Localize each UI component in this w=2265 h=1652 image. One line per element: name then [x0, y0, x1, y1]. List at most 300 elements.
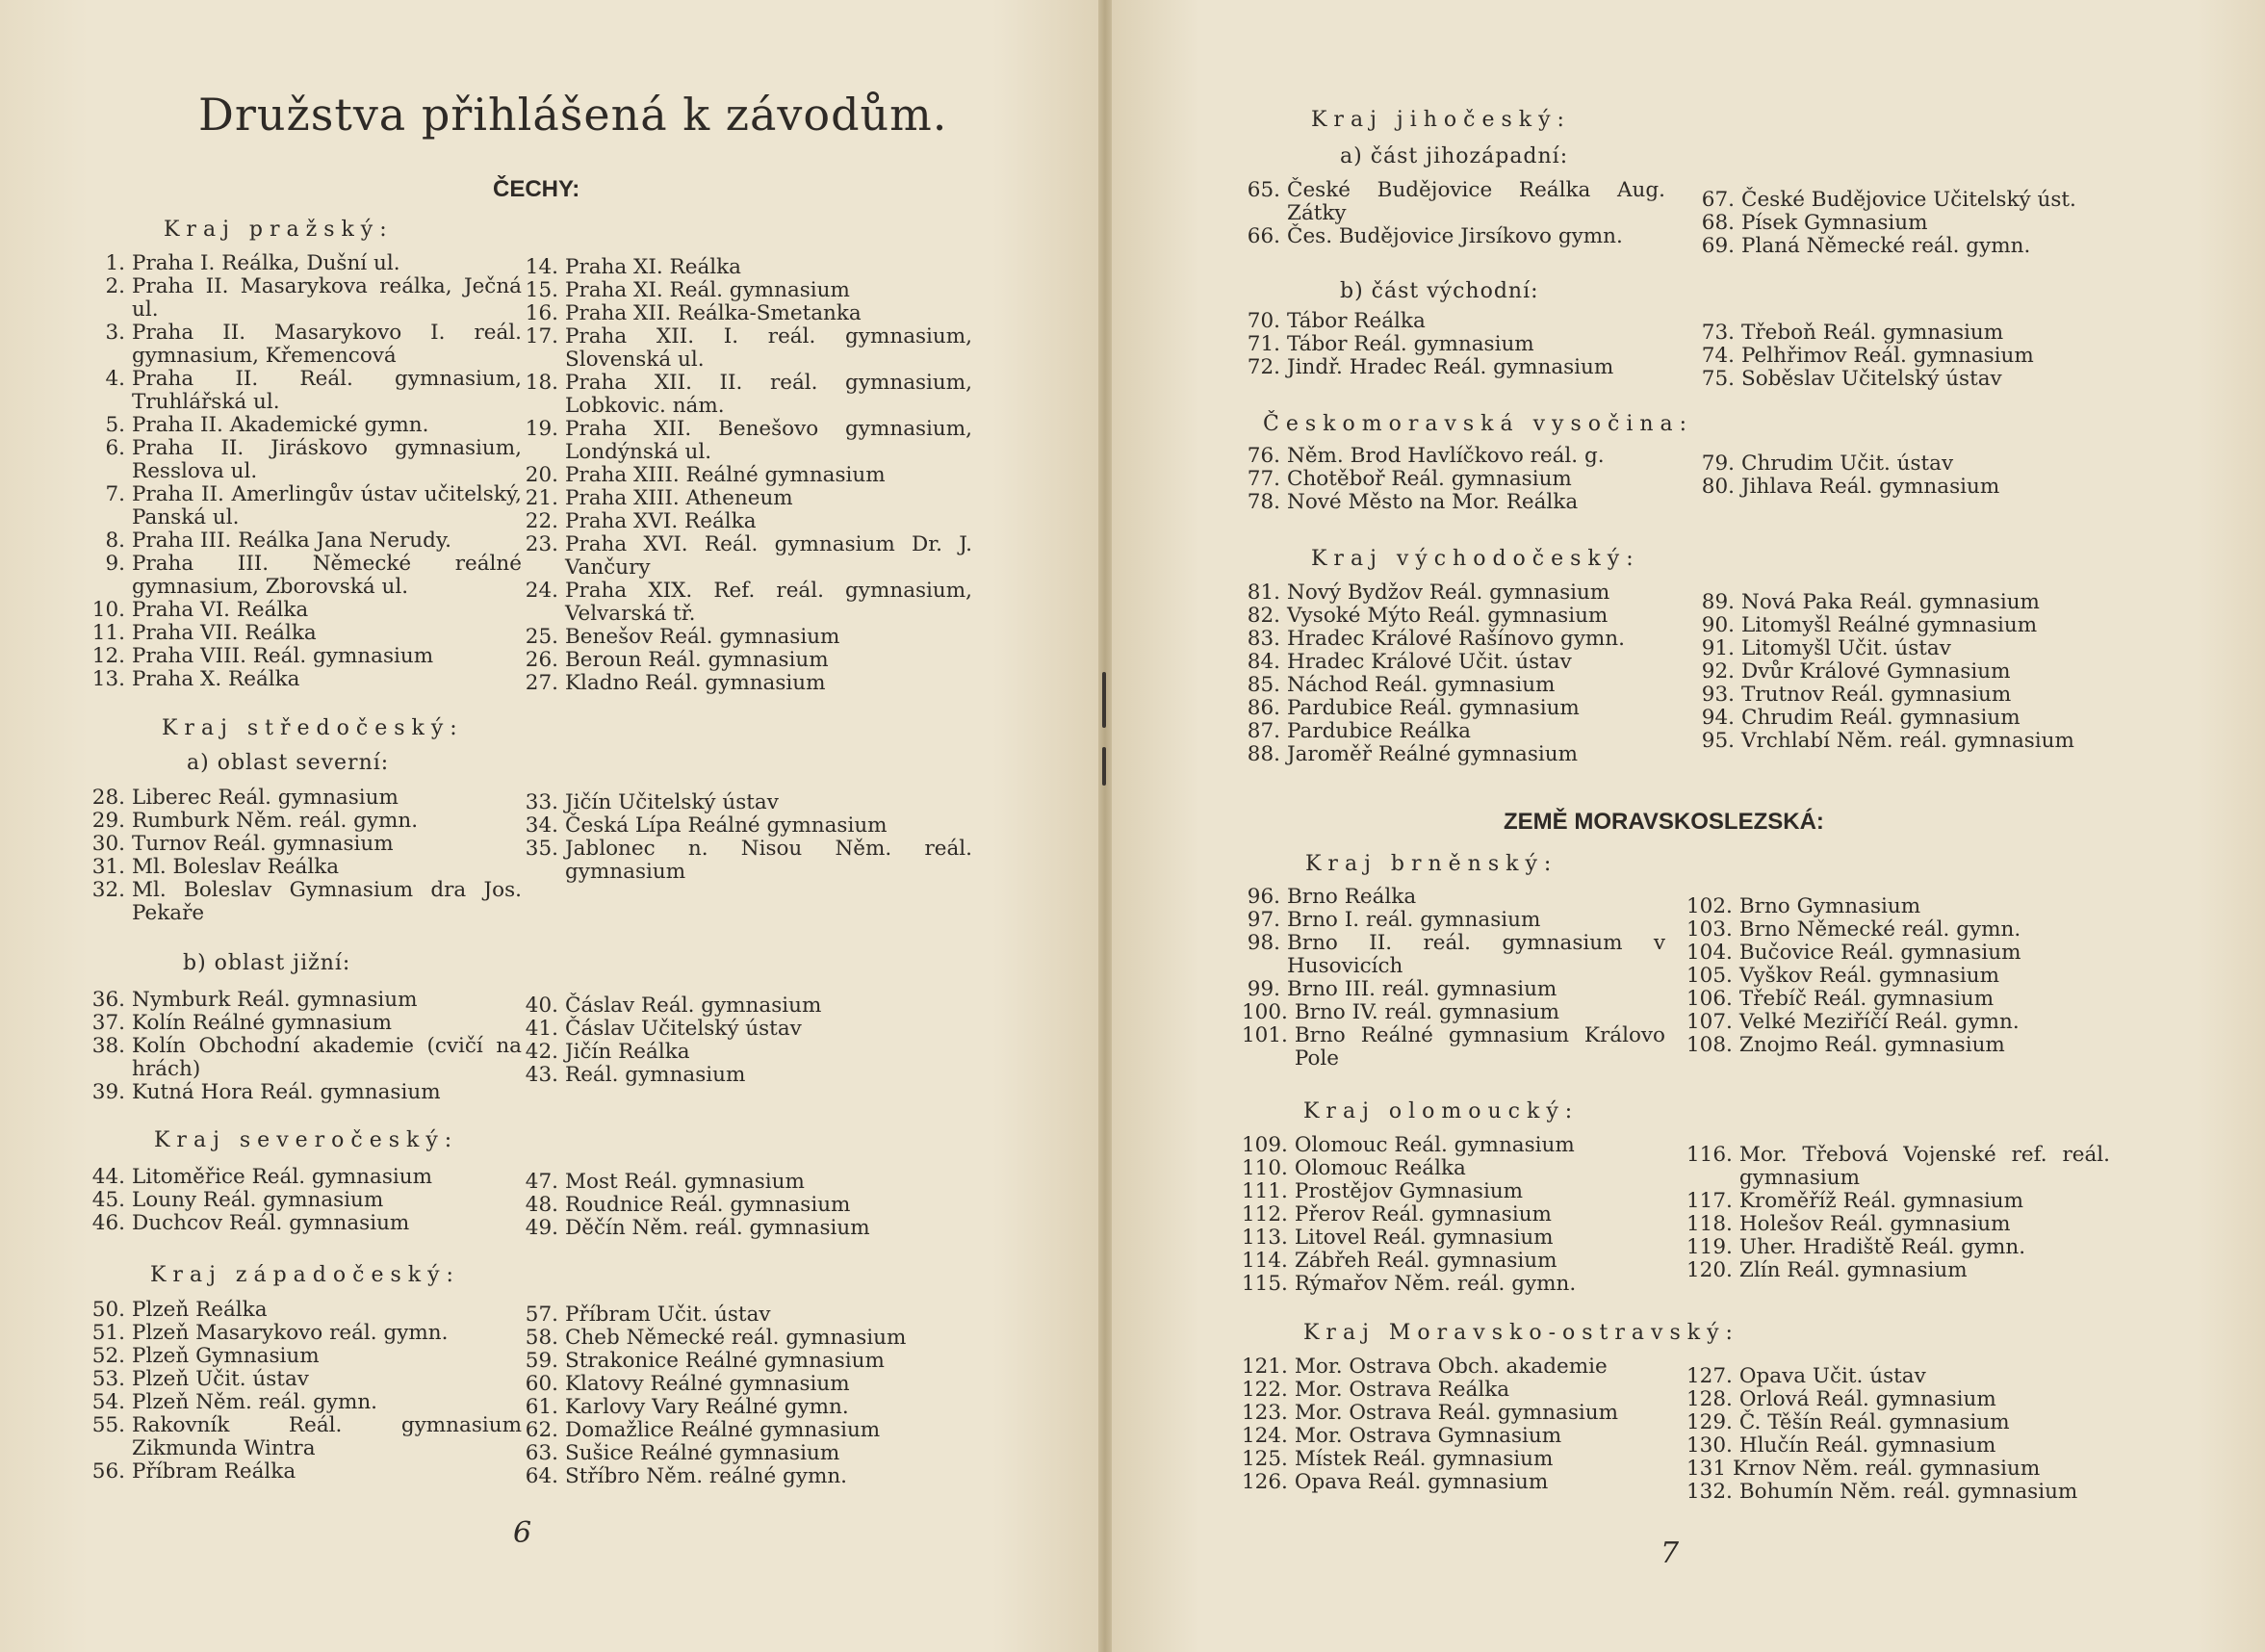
item-school: Ml. Boleslav Gymnasium dra Jos. Pekaře [132, 878, 522, 925]
item-number: 106. [1686, 987, 1733, 1011]
list-item [520, 418, 972, 464]
list-item [520, 1018, 972, 1041]
staple-bottom [1102, 747, 1106, 786]
list-item [520, 626, 972, 649]
item-number: 11. [91, 621, 125, 645]
list-item [1242, 628, 1665, 651]
list-item [1686, 1236, 2110, 1259]
list-item [1242, 581, 1665, 605]
item-school: Místek Reál. gymnasium [1294, 1447, 1554, 1471]
item-number: 38. [91, 1034, 125, 1058]
list-item [1242, 909, 1665, 932]
list-item [1242, 978, 1665, 1001]
list-item [1242, 886, 1665, 909]
list-stredocesky-a-col2 [520, 791, 972, 884]
item-number: 51. [91, 1321, 125, 1345]
list-item [87, 414, 522, 437]
item-school: Domažlice Reálné gymnasium [565, 1418, 881, 1442]
list-item [1242, 310, 1665, 333]
item-number: 34. [525, 813, 558, 838]
item-number: 127. [1686, 1364, 1733, 1388]
item-number: 91. [1701, 636, 1735, 660]
item-number: 58. [525, 1326, 558, 1350]
item-number: 75. [1701, 367, 1735, 391]
item-number: 88. [1247, 742, 1280, 766]
item-school: Chrudim Učit. ústav [1741, 452, 1954, 476]
item-school: Znojmo Reál. gymnasium [1738, 1033, 2005, 1057]
list-item [1686, 895, 2110, 918]
list-item [87, 1212, 522, 1235]
item-number: 103. [1686, 917, 1733, 942]
item-school: Praha XII. Benešovo gymnasium, Londýnská ul. [565, 417, 972, 464]
item-number: 46. [91, 1211, 125, 1235]
item-school: Jičín Reálka [565, 1040, 690, 1064]
subregion-label-jihozapadni: a) část jihozápadní: [1340, 144, 1569, 168]
subregion-label-vychodni: b) část východní: [1340, 279, 1539, 303]
item-number: 100. [1242, 1000, 1288, 1024]
item-school: Česká Lípa Reálné gymnasium [565, 813, 888, 838]
item-school: Příbram Reálka [132, 1459, 296, 1484]
item-school: Litomyšl Učit. ústav [1741, 636, 1951, 660]
item-number: 80. [1701, 475, 1735, 499]
item-school: Praha XIII. Atheneum [565, 486, 793, 510]
item-number: 123. [1242, 1401, 1288, 1425]
list-olomoucky-col1 [1242, 1134, 1665, 1296]
item-school: Olomouc Reál. gymnasium [1294, 1133, 1575, 1157]
item-number: 87. [1247, 719, 1280, 743]
list-item [520, 672, 972, 695]
list-olomoucky-col2 [1686, 1144, 2110, 1282]
item-number: 60. [525, 1372, 558, 1396]
item-school: Plzeň Učit. ústav [132, 1367, 309, 1391]
list-item [520, 372, 972, 418]
item-school: Liberec Reál. gymnasium [132, 786, 399, 810]
list-item [1242, 697, 1665, 720]
list-jihocesky-b-col1 [1242, 310, 1665, 379]
item-school: Kolín Obchodní akademie (cvičí na hrách) [132, 1034, 522, 1081]
item-school: Čes. Budějovice Jirsíkovo gymn. [1287, 224, 1623, 248]
list-zapadocesky-col1 [87, 1299, 522, 1484]
item-number: 2. [105, 274, 125, 298]
item-school: Uher. Hradiště Reál. gymn. [1738, 1235, 2026, 1259]
item-school: Praha VIII. Reál. gymnasium [132, 644, 434, 668]
item-school: Praha I. Reálka, Dušní ul. [132, 251, 400, 275]
item-number: 39. [91, 1080, 125, 1104]
list-item [87, 856, 522, 879]
list-item [1696, 730, 2120, 753]
list-item [87, 1166, 522, 1189]
item-number: 83. [1247, 627, 1280, 651]
list-item [87, 1012, 522, 1035]
item-school: Pardubice Reálka [1287, 719, 1471, 743]
list-item [87, 1189, 522, 1212]
item-school: Zlín Reál. gymnasium [1738, 1258, 1968, 1282]
item-school: Brno IV. reál. gymnasium [1294, 1000, 1559, 1024]
list-item [1696, 189, 2120, 212]
list-item [87, 1368, 522, 1391]
item-school: Tábor Reál. gymnasium [1287, 332, 1534, 356]
item-school: Holešov Reál. gymnasium [1738, 1212, 2011, 1236]
list-zapadocesky-col2 [520, 1304, 972, 1488]
list-item [520, 1373, 972, 1396]
item-number: 9. [105, 552, 125, 576]
item-school: Jindř. Hradec Reál. gymnasium [1287, 355, 1614, 379]
item-school: Č. Těšín Reál. gymnasium [1738, 1410, 2010, 1434]
item-number: 50. [91, 1298, 125, 1322]
item-school: Mor. Ostrava Gymnasium [1294, 1424, 1562, 1448]
item-school: Mor. Ostrava Obch. akademie [1294, 1355, 1608, 1379]
item-number: 19. [525, 417, 558, 441]
item-school: Chrudim Reál. gymnasium [1741, 706, 2020, 730]
list-item [1242, 1471, 1665, 1494]
list-jihocesky-a-col1 [1242, 179, 1665, 248]
item-school: Hradec Králové Rašínovo gymn. [1287, 627, 1625, 651]
item-number: 67. [1701, 188, 1735, 212]
item-number: 125. [1242, 1447, 1288, 1471]
item-number: 124. [1242, 1424, 1288, 1448]
region-heading-vychodocesky: Kraj východočeský: [1311, 547, 1640, 571]
item-number: 65. [1247, 178, 1280, 202]
item-number: 119. [1686, 1235, 1733, 1259]
item-school: Praha XII. Reálka-Smetanka [565, 301, 862, 325]
list-item [1242, 445, 1665, 468]
list-item [1242, 1425, 1665, 1448]
item-number: 112. [1242, 1202, 1288, 1226]
item-number: 15. [525, 278, 558, 302]
item-school: Plzeň Něm. reál. gymn. [132, 1390, 378, 1414]
list-vysocina-col1 [1242, 445, 1665, 514]
page-number-left: 6 [513, 1516, 532, 1550]
item-school: Roudnice Reál. gymnasium [565, 1193, 851, 1217]
item-school: Opava Učit. ústav [1738, 1364, 1926, 1388]
list-item [1242, 1355, 1665, 1379]
item-school: Praha II. Jiráskovo gymnasium, Resslova ul. [132, 436, 522, 483]
list-item [1242, 225, 1665, 248]
list-item [520, 814, 972, 838]
list-item [1686, 1458, 2110, 1481]
item-school: Rumburk Něm. reál. gymn. [132, 809, 419, 833]
item-number: 99. [1247, 977, 1280, 1001]
list-severocesky-col2 [520, 1171, 972, 1240]
list-item [1686, 1411, 2110, 1434]
item-school: Praha III. Reálka Jana Nerudy. [132, 529, 451, 553]
item-number: 16. [525, 301, 558, 325]
item-school: Tábor Reálka [1287, 309, 1426, 333]
item-number: 109. [1242, 1133, 1288, 1157]
list-item [1242, 1157, 1665, 1180]
item-number: 57. [525, 1303, 558, 1327]
list-item [520, 1194, 972, 1217]
list-item [1242, 1180, 1665, 1203]
list-item [1686, 1213, 2110, 1236]
region-heading-vysocina: Českomoravská vysočina: [1263, 412, 1694, 436]
item-number: 118. [1686, 1212, 1733, 1236]
staple-top [1102, 672, 1106, 728]
list-item [87, 1345, 522, 1368]
item-school: Litomyšl Reálné gymnasium [1741, 613, 2038, 637]
item-school: Pelhřimov Reál. gymnasium [1741, 344, 2034, 368]
item-number: 45. [91, 1188, 125, 1212]
item-number: 111. [1242, 1179, 1288, 1203]
item-number: 30. [91, 832, 125, 856]
item-number: 78. [1247, 490, 1280, 514]
item-number: 85. [1247, 673, 1280, 697]
item-number: 74. [1701, 344, 1735, 368]
list-item [1696, 322, 2120, 345]
item-number: 132. [1686, 1480, 1733, 1504]
region-heading-olomoucky: Kraj olomoucký: [1303, 1099, 1580, 1123]
item-number: 54. [91, 1390, 125, 1414]
list-item [1696, 345, 2120, 368]
item-school: Čáslav Reál. gymnasium [565, 994, 822, 1018]
region-heading-ostravsky: Kraj Moravsko-ostravský: [1303, 1321, 1739, 1345]
list-item [520, 580, 972, 626]
list-item [1242, 179, 1665, 225]
list-item [520, 649, 972, 672]
item-number: 36. [91, 988, 125, 1012]
item-number: 95. [1701, 729, 1735, 753]
item-number: 59. [525, 1349, 558, 1373]
item-school: Praha XII. I. reál. gymnasium, Slovenská ul. [565, 324, 972, 372]
list-item [87, 1081, 522, 1104]
item-school: Vrchlabí Něm. reál. gymnasium [1741, 729, 2074, 753]
list-item [520, 1465, 972, 1488]
item-number: 128. [1686, 1387, 1733, 1411]
country-heading-cechy: ČECHY: [493, 176, 580, 202]
list-item [1242, 743, 1665, 766]
item-number: 4. [105, 367, 125, 391]
item-school: Opava Reál. gymnasium [1294, 1470, 1549, 1494]
item-school: Praha II. Amerlingův ústav učitelský, Panská ul. [132, 482, 522, 529]
list-item [1696, 368, 2120, 391]
item-school: Ml. Boleslav Reálka [132, 855, 340, 879]
list-item [87, 1414, 522, 1460]
list-item [1696, 476, 2120, 499]
list-vychodocesky-col1 [1242, 581, 1665, 766]
list-item [520, 487, 972, 510]
item-school: Bučovice Reál. gymnasium [1738, 941, 2021, 965]
item-school: Jablonec n. Nisou Něm. reál. gymnasium [565, 837, 972, 884]
item-school: Čáslav Učitelský ústav [565, 1017, 802, 1041]
list-item [1696, 591, 2120, 614]
item-school: Karlovy Vary Reálné gymn. [565, 1395, 849, 1419]
item-number: 98. [1247, 931, 1280, 955]
list-item [520, 1419, 972, 1442]
list-item [1242, 720, 1665, 743]
list-item [1242, 674, 1665, 697]
item-number: 81. [1247, 581, 1280, 605]
list-item [87, 529, 522, 553]
region-heading-zapadocesky: Kraj západočeský: [150, 1263, 460, 1287]
list-item [1686, 1144, 2110, 1190]
item-number: 26. [525, 648, 558, 672]
item-number: 32. [91, 878, 125, 902]
list-item [1686, 1365, 2110, 1388]
list-item [87, 275, 522, 322]
item-school: Litoměřice Reál. gymnasium [132, 1165, 432, 1189]
item-school: Velké Meziříčí Reál. gymn. [1738, 1010, 2020, 1034]
item-school: Písek Gymnasium [1741, 211, 1928, 235]
item-school: Brno I. reál. gymnasium [1287, 908, 1541, 932]
country-heading-morava: ZEMĚ MORAVSKOSLEZSKÁ: [1504, 809, 1824, 835]
item-school: Praha II. Masarykovo I. reál. gymnasium, Křemencová [132, 321, 522, 368]
list-item [1686, 1034, 2110, 1057]
item-number: 29. [91, 809, 125, 833]
list-item [520, 1396, 972, 1419]
list-stredocesky-a-col1 [87, 787, 522, 925]
item-number: 96. [1247, 885, 1280, 909]
item-number: 25. [525, 625, 558, 649]
item-number: 23. [525, 532, 558, 556]
item-number: 90. [1701, 613, 1735, 637]
list-item [1242, 468, 1665, 491]
list-item [1242, 932, 1665, 978]
item-school: Třeboň Reál. gymnasium [1741, 321, 2004, 345]
item-number: 17. [525, 324, 558, 348]
list-item [1242, 333, 1665, 356]
list-item [1242, 491, 1665, 514]
list-item [520, 994, 972, 1018]
list-ostravsky-col2 [1686, 1365, 2110, 1504]
item-number: 93. [1701, 683, 1735, 707]
list-item [1242, 356, 1665, 379]
item-number: 64. [525, 1464, 558, 1488]
item-number: 79. [1701, 452, 1735, 476]
item-number: 8. [105, 529, 125, 553]
list-jihocesky-b-col2 [1696, 322, 2120, 391]
item-school: Praha III. Německé reálné gymnasium, Zborovská ul. [132, 552, 522, 599]
item-school: Duchcov Reál. gymnasium [132, 1211, 410, 1235]
list-prazsky-col1 [87, 252, 522, 691]
item-number: 114. [1242, 1249, 1288, 1273]
item-number: 21. [525, 486, 558, 510]
list-item [1686, 942, 2110, 965]
list-item [520, 1064, 972, 1087]
list-item [87, 252, 522, 275]
list-item [1696, 212, 2120, 235]
item-school: Plzeň Gymnasium [132, 1344, 320, 1368]
region-heading-stredocesky: Kraj středočeský: [162, 716, 464, 740]
item-number: 110. [1242, 1156, 1288, 1180]
list-item [87, 368, 522, 414]
item-school: České Budějovice Reálka Aug. Zátky [1287, 178, 1665, 225]
item-school: Děčín Něm. reál. gymnasium [565, 1216, 870, 1240]
list-item [87, 483, 522, 529]
item-school: Mor. Ostrava Reálka [1294, 1378, 1510, 1402]
list-item [520, 791, 972, 814]
list-stredocesky-b-col2 [520, 994, 972, 1087]
list-item [87, 879, 522, 925]
item-number: 108. [1686, 1033, 1733, 1057]
item-school: Příbram Učit. ústav [565, 1303, 771, 1327]
item-number: 48. [525, 1193, 558, 1217]
list-item [1696, 614, 2120, 637]
list-item [1242, 1448, 1665, 1471]
item-school: Nymburk Reál. gymnasium [132, 988, 418, 1012]
list-item [1696, 707, 2120, 730]
item-number: 18. [525, 371, 558, 395]
list-item [1696, 452, 2120, 476]
item-school: Praha XIII. Reálné gymnasium [565, 463, 886, 487]
list-item [1686, 1388, 2110, 1411]
list-item [1242, 1001, 1665, 1024]
item-school: Nový Bydžov Reál. gymnasium [1287, 581, 1610, 605]
item-number: 71. [1247, 332, 1280, 356]
item-school: Hlučín Reál. gymnasium [1738, 1433, 1996, 1458]
item-school: Praha II. Akademické gymn. [132, 413, 429, 437]
list-item [1696, 235, 2120, 258]
item-school: Jaroměř Reálné gymnasium [1287, 742, 1578, 766]
list-item [87, 810, 522, 833]
item-number: 66. [1247, 224, 1280, 248]
list-jihocesky-a-col2 [1696, 189, 2120, 258]
item-school: Náchod Reál. gymnasium [1287, 673, 1556, 697]
item-school: Praha XII. II. reál. gymnasium, Lobkovic. nám. [565, 371, 972, 418]
item-number: 47. [525, 1170, 558, 1194]
item-number: 101. [1242, 1023, 1288, 1047]
list-item [520, 302, 972, 325]
item-number: 35. [525, 837, 558, 861]
list-ostravsky-col1 [1242, 1355, 1665, 1494]
item-number: 84. [1247, 650, 1280, 674]
item-number: 76. [1247, 444, 1280, 468]
item-number: 37. [91, 1011, 125, 1035]
item-school: Stříbro Něm. reálné gymn. [565, 1464, 848, 1488]
page-title: Družstva přihlášená k závodům. [198, 89, 948, 141]
item-number: 69. [1701, 234, 1735, 258]
list-item [1686, 1434, 2110, 1458]
item-school: Louny Reál. gymnasium [132, 1188, 384, 1212]
item-number: 44. [91, 1165, 125, 1189]
list-item [87, 833, 522, 856]
item-school: Něm. Brod Havlíčkovo reál. g. [1287, 444, 1605, 468]
item-school: Hradec Králové Učit. ústav [1287, 650, 1572, 674]
item-number: 31. [91, 855, 125, 879]
item-number: 115. [1242, 1272, 1288, 1296]
item-school: Reál. gymnasium [565, 1063, 746, 1087]
item-number: 22. [525, 509, 558, 533]
list-item [1686, 1190, 2110, 1213]
item-number: 130. [1686, 1433, 1733, 1458]
item-school: Cheb Německé reál. gymnasium [565, 1326, 907, 1350]
list-item [87, 787, 522, 810]
item-number: 129. [1686, 1410, 1733, 1434]
list-item [520, 533, 972, 580]
item-number: 62. [525, 1418, 558, 1442]
item-number: 104. [1686, 941, 1733, 965]
list-item [1242, 1134, 1665, 1157]
list-item [87, 1035, 522, 1081]
item-number: 6. [105, 436, 125, 460]
item-number: 61. [525, 1395, 558, 1419]
item-school: Litovel Reál. gymnasium [1294, 1226, 1554, 1250]
item-school: Olomouc Reálka [1294, 1156, 1466, 1180]
list-brnensky-col1 [1242, 886, 1665, 1071]
item-school: Most Reál. gymnasium [565, 1170, 805, 1194]
list-item [520, 838, 972, 884]
item-school: Praha XVI. Reál. gymnasium Dr. J. Vančury [565, 532, 972, 580]
item-number: 131 [1686, 1457, 1727, 1481]
list-item [1686, 1259, 2110, 1282]
item-school: Vyškov Reál. gymnasium [1738, 964, 2000, 988]
item-number: 116. [1686, 1143, 1733, 1167]
list-item [1242, 1273, 1665, 1296]
list-item [1696, 684, 2120, 707]
item-number: 86. [1247, 696, 1280, 720]
item-school: Praha II. Masarykova reálka, Ječná ul. [132, 274, 522, 322]
item-number: 68. [1701, 211, 1735, 235]
subregion-label-severni: a) oblast severní: [187, 751, 390, 775]
